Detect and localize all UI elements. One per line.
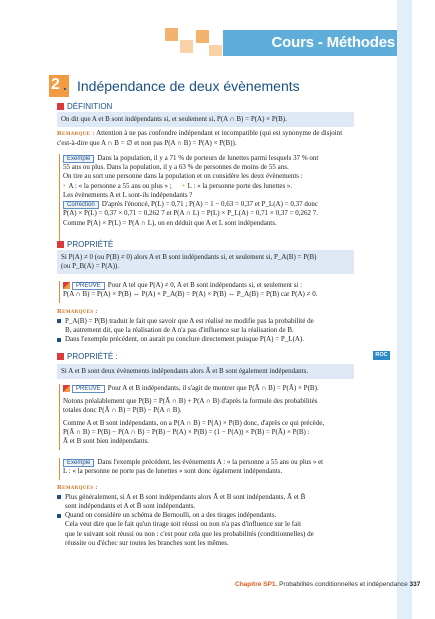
property2-proof: PREUVE Pour A et B indépendants, il s'agit de montrer que P(Ā ∩ B) = P(Ā) × P(B). Notons préalablement que P(B) = P(Ā ∩ B) + P(A ∩ B) d'après la formule des probabilités totales donc P(Ā ∩ B) = P(B) − P(A ∩ B). Comme A et B sont indépendants, on a P(A ∩ B) = P(A) × P(B) donc, d'après ce qui précède, P(Ā ∩ B) = P(B) − P(A ∩ B) = P(B) − P(A) × P(B) = (1 − P(A)) × P(B) = P(Ā) × P(B) : Ā et B sont bien indépendants. bbox=[63, 384, 325, 446]
definition-remark: Remarque : Attention à ne pas confondre indépendant et incompatible (qui est synonyme de disjoint c'est-à-dire que A ∩ B = ∅ et non pas P(A ∩ B) = P(A) × P(B)). bbox=[57, 129, 343, 147]
heading-square-icon bbox=[57, 241, 64, 248]
page-footer: Chapitre SP1. Probabilités conditionnelles et indépendance 337 bbox=[235, 581, 421, 588]
property2-remarks: Remarques : Plus généralement, si A et B sont indépendants alors Ā et B sont indépendants, Ā et B̄ sont indépendants et A et B̄ sont indépendants. Quand on considère un schéma de Bernoulli, on a des tirages indépendants. Cela veut dire que le fait qu'un tirage soit réussi ou non n'a pas d'influence sur le fait que le suivant soit réussi ou non : c'est pour cela que les probabilités (conditionnelles) de réussite ou d'échec sur toutes les branches sont les mêmes. bbox=[57, 484, 314, 547]
deco-square bbox=[165, 28, 178, 41]
bullet-square-icon bbox=[57, 514, 61, 518]
bullet-square-icon bbox=[57, 338, 61, 342]
side-strip bbox=[397, 0, 412, 619]
definition-box: On dit que A et B sont indépendants si, et seulement si, P(A ∩ B) = P(A) × P(B). bbox=[57, 112, 354, 127]
section-number-dot: . bbox=[63, 77, 67, 93]
property-heading: PROPRIÉTÉ bbox=[57, 240, 113, 249]
definition-example: Exemple Dans la population, il y a 71 % de porteurs de lunettes parmi lesquels 37 % ont 55 ans ou plus. Dans la population, il y a 63 % de personnes de moins de 55 ans. On tire au sort une personne dans la population et on considère les deux évènements : • A : « la personne a 55 ans ou plus » ; • L : « la personne porte des lunettes ». Les évènements A et L sont-ils indépendants ? Correction D'après l'énoncé, P(L) = 0,71 ; P(A) = 1 − 0,63 = 0,37 et P_L(A) = 0,37 donc P(A) × P(L) = 0,37 × 0,71 = 0,262 7 et P(A ∩ L) = P(L) × P_L(A) = 0,71 × 0,37 = 0,262 7. Comme P(A) × P(L) = P(A ∩ L), on en déduit que A et L sont indépendants. bbox=[63, 154, 319, 227]
bullet-icon: • bbox=[182, 181, 185, 190]
deco-square bbox=[209, 45, 222, 56]
deco-square bbox=[180, 40, 193, 53]
deco-square bbox=[196, 30, 209, 43]
property2-box: Si A et B sont deux évènements indépendants alors Ā et B sont également indépendants. bbox=[57, 364, 354, 379]
property-remarks: Remarques : P_A(B) = P(B) traduit le fait que savoir que A est réalisé ne modifie pas la probabilité de B, autrement dit, que la réalisation de A n'a pas d'influence sur la réalisation de B. Dans l'exemple précédent, on aurait pu conclure directement puisque P(A) = P_L(A). bbox=[57, 308, 314, 344]
definition-heading: DÉFINITION bbox=[57, 102, 112, 111]
heading-square-icon bbox=[57, 103, 64, 110]
property-proof: PREUVE Pour A tel que P(A) ≠ 0, A et B sont indépendants si, et seulement si : P(A ∩ B) = P(A) × P(B) ⇔ P(A) × P_A(B) = P(A) × P(B) ⇔ P_A(B) = P(B) car P(A) ≠ 0. bbox=[63, 281, 318, 299]
property-box: Si P(A) ≠ 0 (ou P(B) ≠ 0) alors A et B sont indépendants si, et seulement si, P_A(B) = P(B) (ou P_B(A) = P(A)). bbox=[57, 250, 354, 274]
section-title: Indépendance de deux évènements bbox=[77, 78, 300, 94]
property2-heading: PROPRIÉTÉ : bbox=[57, 352, 118, 361]
property2-example: Exemple Dans l'exemple précédent, les évènements A : « la personne a 55 ans ou plus » et L : « la personne ne porte pas de lunettes » sont donc également indépendants. bbox=[63, 458, 324, 476]
pencil-icon bbox=[63, 385, 70, 392]
bullet-square-icon bbox=[57, 495, 61, 499]
page-number: 337 bbox=[409, 581, 421, 588]
bullet-square-icon bbox=[57, 319, 61, 323]
bullet-icon: • bbox=[63, 181, 66, 190]
heading-square-icon bbox=[57, 353, 64, 360]
pencil-icon bbox=[63, 282, 70, 289]
page-title: Cours - Méthodes bbox=[271, 34, 395, 51]
roc-badge: ROC bbox=[373, 351, 390, 360]
section-number-badge: 2 bbox=[49, 75, 69, 97]
